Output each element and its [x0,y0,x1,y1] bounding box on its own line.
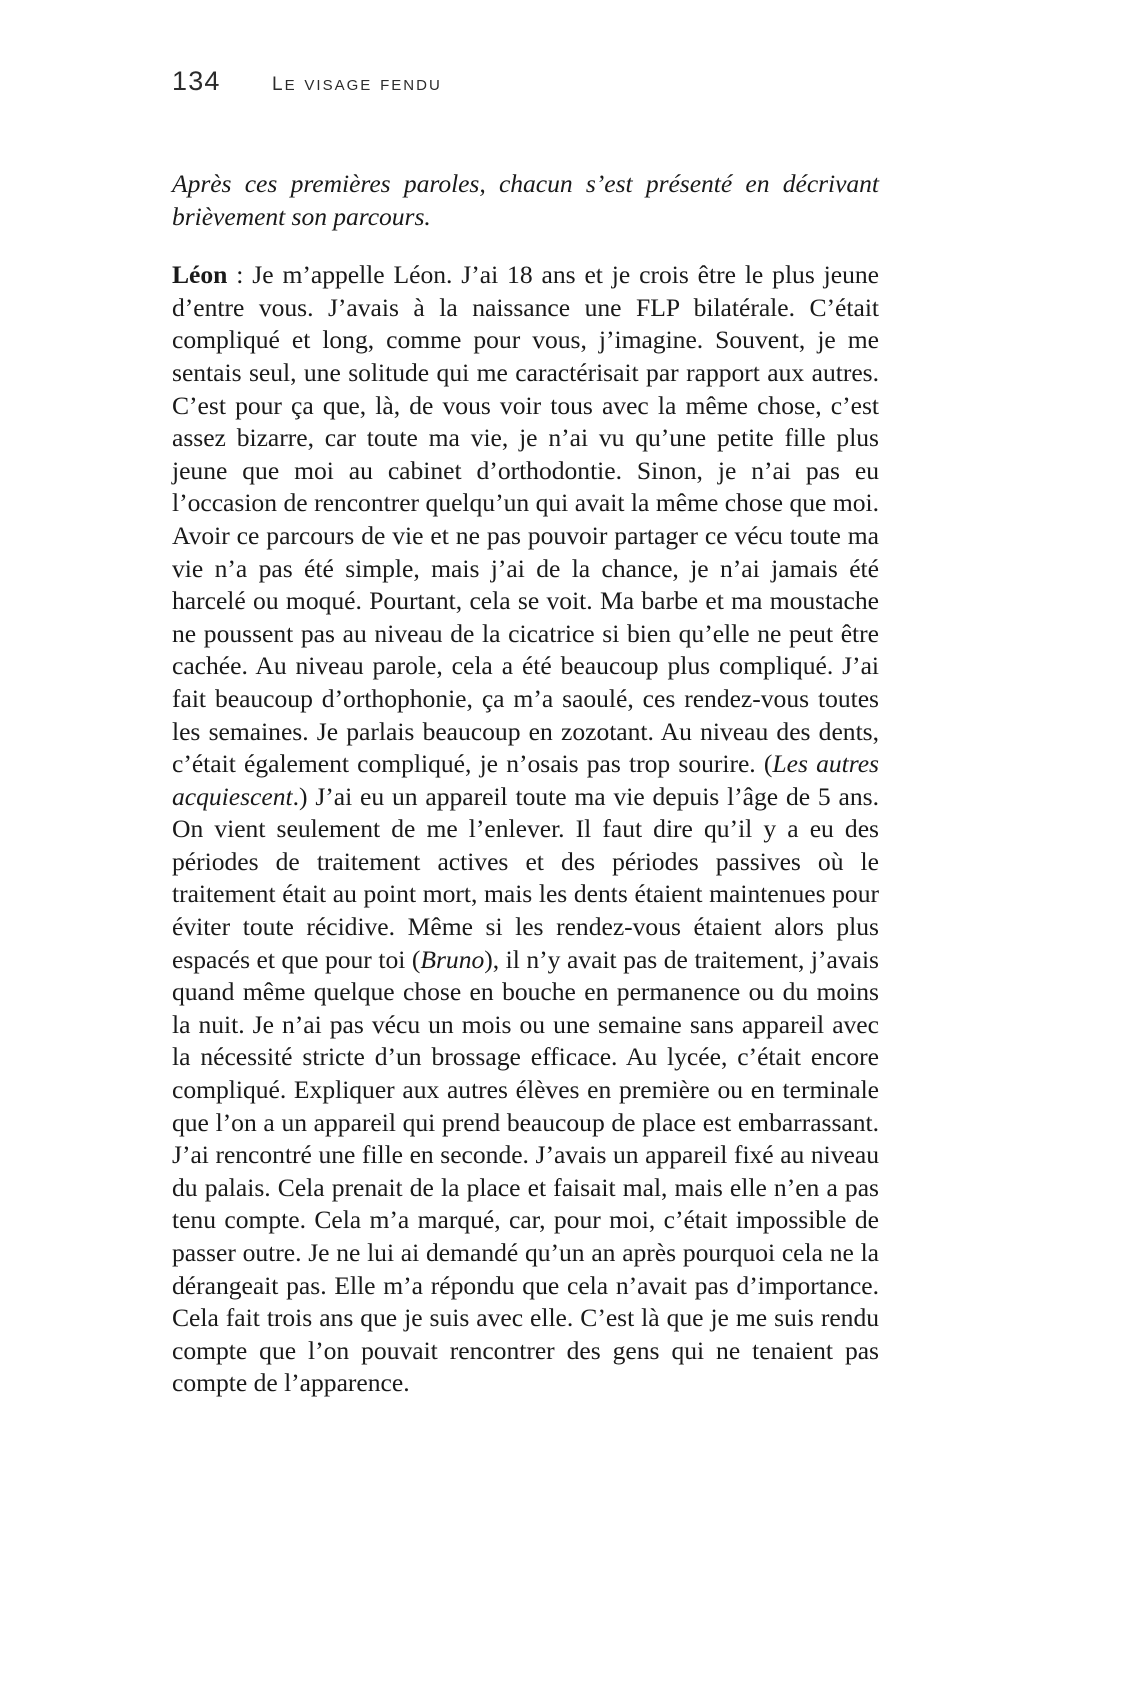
speaker-name: Léon [172,260,228,290]
running-head-title: le visage fendu [272,66,442,96]
page-number: 134 [172,66,221,96]
running-head [172,68,892,108]
stage-direction-1: Les autres acquiescent [172,749,879,811]
speaker-separator: : [227,260,253,290]
speech-part-2: .) J’ai eu un appareil toute ma vie depuis l’âge de 5 ans. On vient seulement de me l’enlever. Il faut dire qu’il y a eu des périodes de traitement actives et des périodes passives où le traitement était au point mort, mais les dents étaient maintenues pour éviter toute récidive. Même si les rendez-vous étaient alors plus espacés et que pour toi ( [172,781,879,974]
text-column [172,168,879,1400]
speech-part-1: Je m’appelle Léon. J’ai 18 ans et je crois être le plus jeune d’entre vous. J’avais à la naissance une FLP bilatérale. C’était compliqué et long, comme pour vous, j’imagine. Souvent, je me sentais seul, une solitude qui me caractérisait par rapport aux autres. C’est pour ça que, là, de vous voir tous avec la même chose, c’est assez bizarre, car toute ma vie, je n’ai vu qu’une petite fille plus jeune que moi au cabinet d’orthodontie. Sinon, je n’ai pas eu l’occasion de rencontrer quelqu’un qui avait la même chose que moi. Avoir ce parcours de vie et ne pas pouvoir partager ce vécu toute ma vie n’a pas été simple, mais j’ai de la chance, je n’ai jamais été harcelé ou moqué. Pourtant, cela se voit. Ma barbe et ma moustache ne poussent pas au niveau de la cicatrice si bien qu’elle ne peut être cachée. Au niveau parole, cela a été beaucoup plus compliqué. J’ai fait beaucoup d’orthophonie, ça m’a saoulé, ces rendez-vous toutes les semaines. Je parlais beaucoup en zozotant. Au niveau des dents, c’était également compliqué, je n’osais pas trop sourire. ( [172,260,879,779]
speech-paragraph [172,259,879,1400]
intro-paragraph: Après ces premières paroles, chacun s’est présenté en décrivant brièvement son parcours. [172,169,879,231]
speech-part-3: ), il n’y avait pas de traitement, j’avais quand même quelque chose en bouche en permanence ou du moins la nuit. Je n’ai pas vécu un mois ou une semaine sans appareil avec la nécessité stricte d’un brossage efficace. Au lycée, c’était encore compliqué. Expliquer aux autres élèves en première ou en terminale que l’on a un appareil qui prend beaucoup de place est embarrassant. J’ai rencontré une fille en seconde. J’avais un appareil fixé au niveau du palais. Cela prenait de la place et faisait mal, mais elle n’en a pas tenu compte. Cela m’a marqué, car, pour moi, c’était impossible de passer outre. Je ne lui ai demandé qu’un an après pourquoi cela ne la dérangeait pas. Elle m’a répondu que cela n’avait pas d’importance. Cela fait trois ans que je suis avec elle. C’est là que je me suis rendu compte que l’on pouvait rencontrer des gens qui ne tenaient pas compte de l’apparence. [172,944,879,1398]
stage-direction-2: Bruno [420,944,485,974]
